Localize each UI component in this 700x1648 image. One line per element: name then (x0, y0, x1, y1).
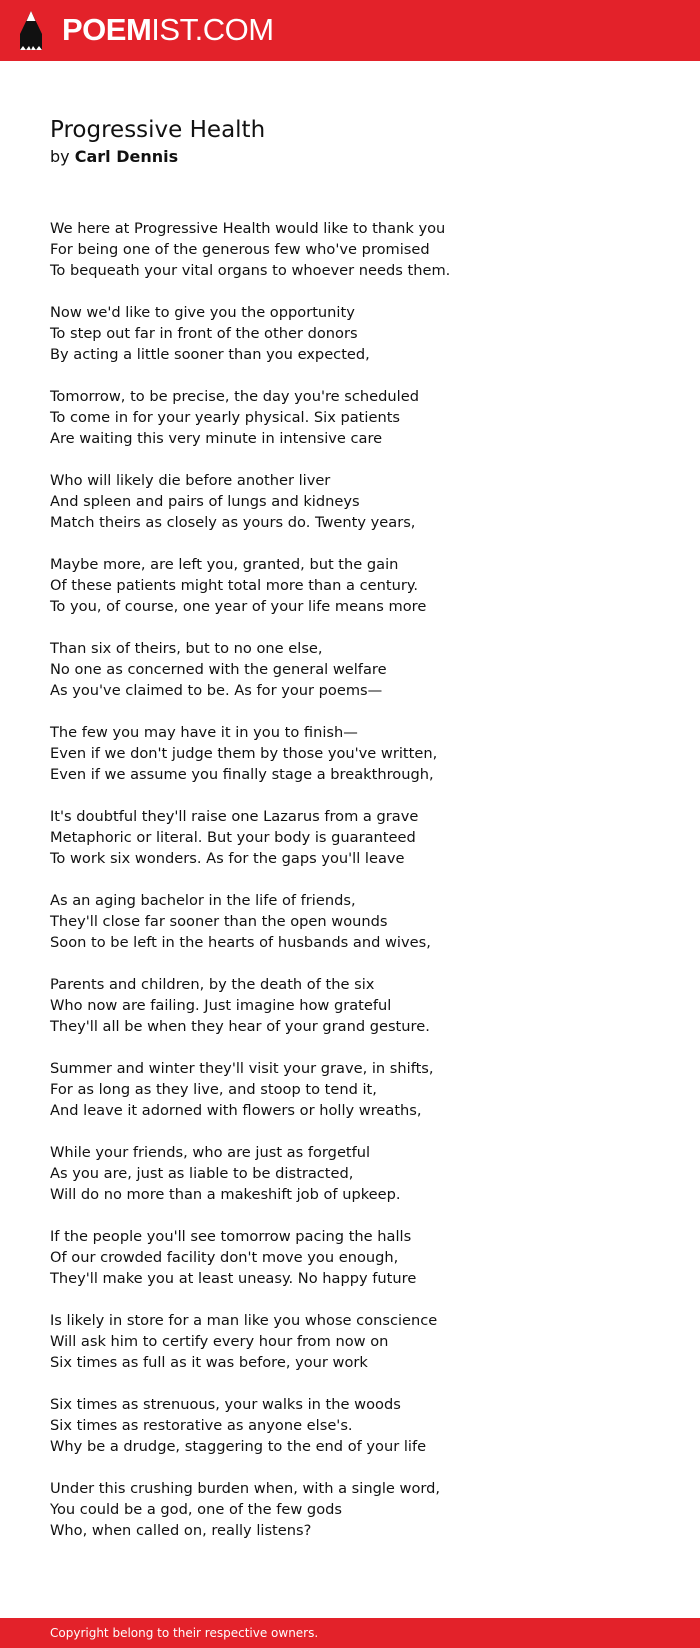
stanza (50, 386, 660, 449)
stanza (50, 722, 660, 785)
poem-line: As an aging bachelor in the life of friends, (50, 892, 356, 909)
poem-line: By acting a little sooner than you expected, (50, 346, 370, 363)
stanza (50, 1226, 660, 1289)
poem-line: We here at Progressive Health would like to thank you (50, 220, 446, 237)
poem-line: If the people you'll see tomorrow pacing the halls (50, 1228, 412, 1245)
poem-line: It's doubtful they'll raise one Lazarus from a grave (50, 808, 419, 825)
stanza (50, 1310, 660, 1373)
poem-line: Parents and children, by the death of the six (50, 976, 375, 993)
poem-line: Of these patients might total more than a century. (50, 577, 419, 594)
stanza (50, 974, 660, 1037)
poem-line: Metaphoric or literal. But your body is guaranteed (50, 829, 416, 846)
poem-line: The few you may have it in you to finish— (50, 724, 358, 741)
poem-line: As you've claimed to be. As for your poems— (50, 682, 383, 699)
stanza (50, 470, 660, 533)
site-header (0, 0, 700, 61)
stanza (50, 218, 660, 281)
poem-line: To bequeath your vital organs to whoever needs them. (50, 262, 451, 279)
poem-line: Who will likely die before another liver (50, 472, 331, 489)
poem-line: They'll all be when they hear of your grand gesture. (50, 1018, 430, 1035)
poem-line: While your friends, who are just as forgetful (50, 1144, 371, 1161)
poem-line: Of our crowded facility don't move you enough, (50, 1249, 399, 1266)
poem-line: Are waiting this very minute in intensive care (50, 430, 383, 447)
poem-line: Why be a drudge, staggering to the end of your life (50, 1438, 427, 1455)
poem-line: Now we'd like to give you the opportunity (50, 304, 355, 321)
poem-line: No one as concerned with the general welfare (50, 661, 387, 678)
site-footer (0, 1618, 700, 1648)
poem-heading (50, 115, 660, 167)
poem-line: To step out far in front of the other donors (50, 325, 358, 342)
poem-line: Six times as strenuous, your walks in the woods (50, 1396, 401, 1413)
poem-line: Six times as restorative as anyone else's. (50, 1417, 353, 1434)
poem-line: Than six of theirs, but to no one else, (50, 640, 323, 657)
poem-line: Tomorrow, to be precise, the day you're scheduled (50, 388, 419, 405)
poem-line: You could be a god, one of the few gods (50, 1501, 342, 1518)
poem-line: And spleen and pairs of lungs and kidneys (50, 493, 360, 510)
stanza (50, 890, 660, 953)
stanza (50, 638, 660, 701)
poem-line: To work six wonders. As for the gaps you'll leave (50, 850, 405, 867)
author-name: Carl Dennis (74, 147, 179, 166)
poem-line: Who now are failing. Just imagine how grateful (50, 997, 392, 1014)
poem-body (50, 218, 660, 1562)
poem-line: They'll make you at least uneasy. No happy future (50, 1270, 417, 1287)
poem-line: Match theirs as closely as yours do. Twenty years, (50, 514, 416, 531)
poem-line: Summer and winter they'll visit your grave, in shifts, (50, 1060, 434, 1077)
poem-line: Under this crushing burden when, with a single word, (50, 1480, 441, 1497)
poem-line: Even if we assume you finally stage a breakthrough, (50, 766, 434, 783)
poem-line: For as long as they live, and stoop to tend it, (50, 1081, 377, 1098)
poem-line: Will ask him to certify every hour from now on (50, 1333, 389, 1350)
logo-text-bold: POEM (62, 12, 152, 47)
byline (50, 147, 660, 167)
copyright-text: Copyright belong to their respective owners. (50, 1626, 319, 1640)
stanza (50, 806, 660, 869)
poem-line: To you, of course, one year of your life means more (50, 598, 427, 615)
stanza (50, 302, 660, 365)
poem-line: As you are, just as liable to be distracted, (50, 1165, 354, 1182)
poem-line: Soon to be left in the hearts of husbands and wives, (50, 934, 431, 951)
poem-line: To come in for your yearly physical. Six patients (50, 409, 401, 426)
poem-line: Six times as full as it was before, your work (50, 1354, 368, 1371)
by-label: by (50, 147, 70, 166)
poem-line: Is likely in store for a man like you whose conscience (50, 1312, 438, 1329)
poem-line: For being one of the generous few who've promised (50, 241, 430, 258)
stanza (50, 554, 660, 617)
stanza (50, 1394, 660, 1457)
site-logo[interactable] (62, 11, 274, 49)
stanza (50, 1142, 660, 1205)
poem-line: Even if we don't judge them by those you've written, (50, 745, 438, 762)
poem-line: Maybe more, are left you, granted, but the gain (50, 556, 399, 573)
pencil-tip-icon[interactable] (18, 10, 44, 52)
poem-line: Who, when called on, really listens? (50, 1522, 312, 1539)
poem-line: They'll close far sooner than the open wounds (50, 913, 388, 930)
logo-text-light: IST.COM (151, 12, 274, 47)
stanza (50, 1478, 660, 1541)
poem-title: Progressive Health (50, 117, 266, 143)
poem-line: Will do no more than a makeshift job of upkeep. (50, 1186, 401, 1203)
poem-line: And leave it adorned with flowers or holly wreaths, (50, 1102, 422, 1119)
stanza (50, 1058, 660, 1121)
